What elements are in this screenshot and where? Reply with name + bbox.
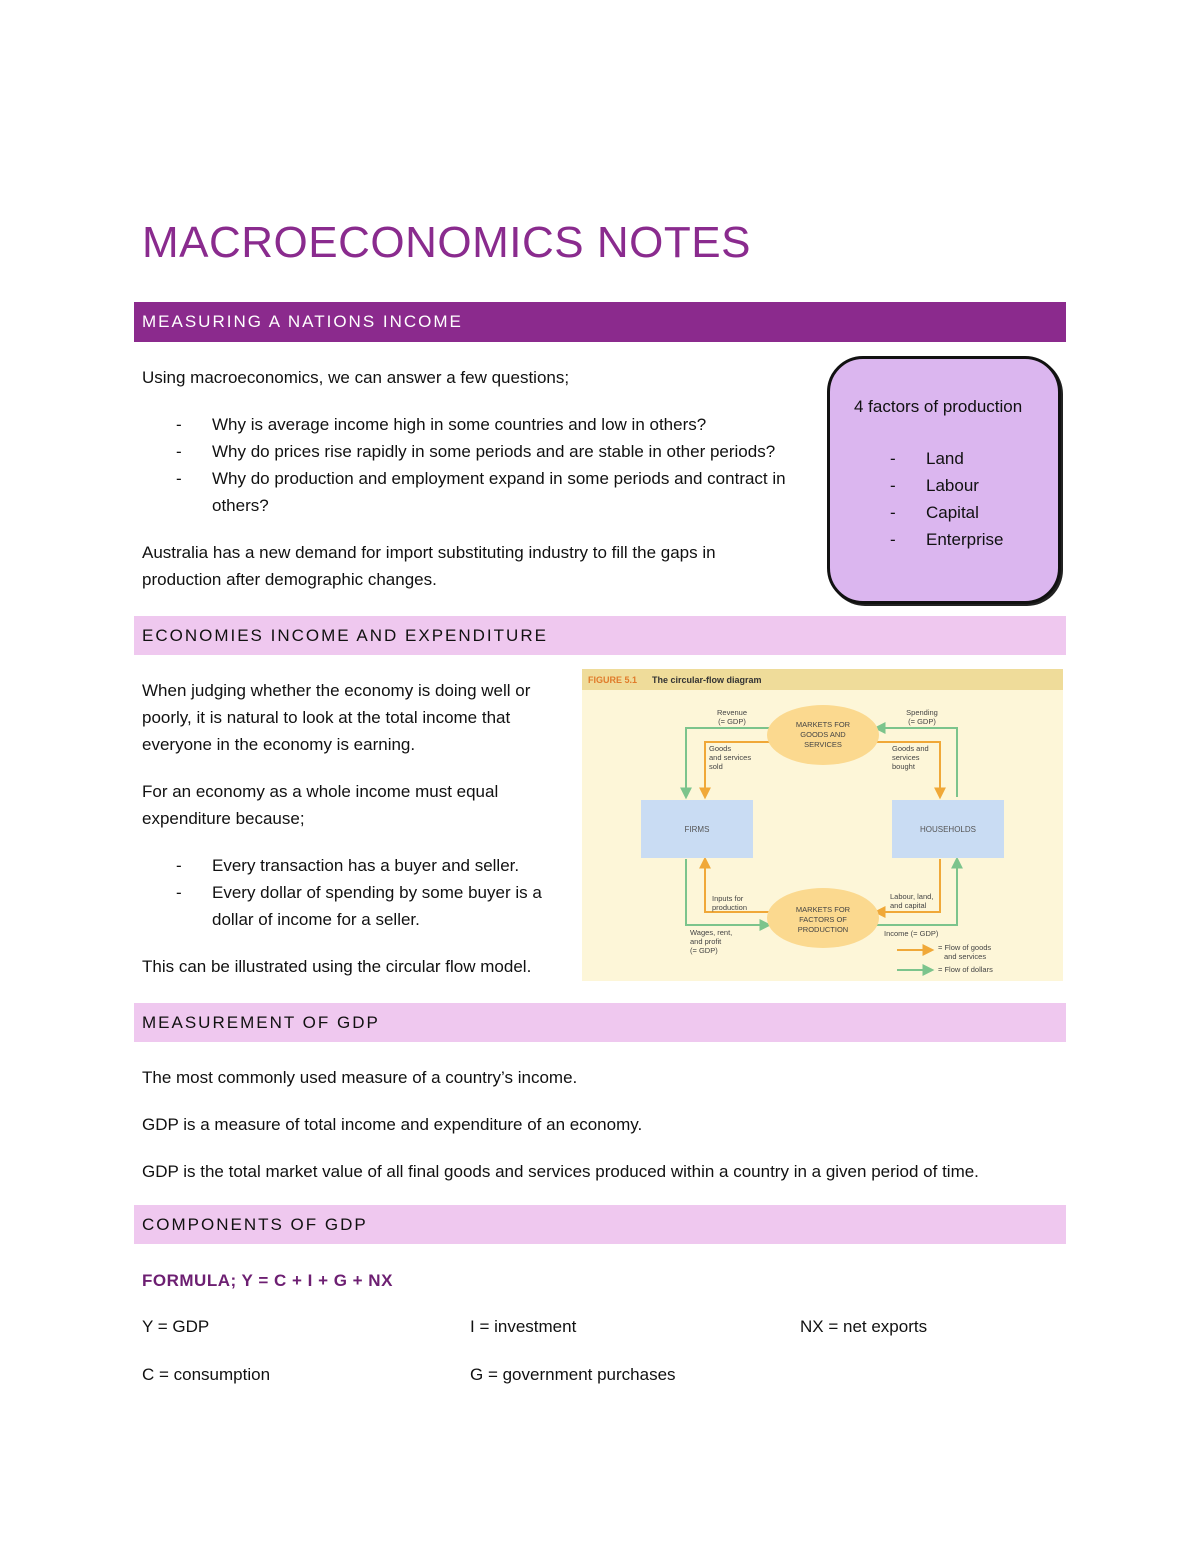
component-c: C = consumption	[142, 1365, 271, 1384]
section3-paragraph-2: GDP is a measure of total income and expenditure of an economy.	[142, 1115, 643, 1134]
inputs-label: production	[712, 903, 748, 912]
section-heading-measurement-gdp: MEASUREMENT OF GDP	[134, 1003, 1066, 1042]
section1-body	[142, 364, 812, 593]
section-heading-components-gdp: COMPONENTS OF GDP	[134, 1205, 1066, 1244]
households-label: HOUSEHOLDS	[919, 825, 977, 834]
income-label: Income (= GDP)	[884, 929, 939, 938]
section3-paragraph-1: The most commonly used measure of a country’s income.	[142, 1068, 578, 1087]
list-item: - Why is average income high in some countries and low in others?	[142, 411, 812, 438]
wages-label: Wages, rent,	[690, 928, 733, 937]
markets-goods-label: GOODS AND	[800, 730, 846, 739]
labour-land-label: Labour, land,	[890, 892, 934, 901]
section-heading-income-expenditure: ECONOMIES INCOME AND EXPENDITURE	[134, 616, 1066, 655]
component-nx: NX = net exports	[800, 1317, 928, 1336]
wages-label: (= GDP)	[690, 946, 718, 955]
page-title: MACROECONOMICS NOTES	[142, 218, 751, 267]
section1-question-list	[142, 411, 812, 519]
gdp-formula: FORMULA; Y = C + I + G + NX	[142, 1271, 393, 1290]
component-y: Y = GDP	[142, 1317, 210, 1336]
list-item: - Every dollar of spending by some buyer is a dollar of income for a seller.	[142, 879, 572, 933]
factors-of-production-callout	[827, 356, 1061, 604]
markets-factors-label: FACTORS OF	[799, 915, 847, 924]
wages-arrow	[686, 859, 769, 925]
legend-goods-label: and services	[944, 952, 987, 961]
revenue-arrow	[686, 728, 769, 797]
spending-label: (= GDP)	[908, 717, 936, 726]
list-item: - Why do prices rise rapidly in some periods and are stable in other periods?	[142, 438, 812, 465]
legend-dollars-label: = Flow of dollars	[938, 965, 993, 974]
markets-goods-label: MARKETS FOR	[795, 720, 851, 729]
section2-paragraph-2: For an economy as a whole income must equal expenditure because;	[142, 782, 499, 828]
goods-sold-label: and services	[709, 753, 752, 762]
legend-goods-label: = Flow of goods	[938, 943, 992, 952]
component-g: G = government purchases	[470, 1365, 676, 1384]
goods-bought-label: services	[892, 753, 920, 762]
figure-caption: The circular-flow diagram	[652, 675, 762, 685]
goods-sold-label: Goods	[709, 744, 732, 753]
figure-label: FIGURE 5.1	[588, 675, 638, 685]
goods-bought-label: bought	[892, 762, 915, 771]
section-heading-measuring-income: MEASURING A NATIONS INCOME	[134, 302, 1066, 342]
markets-goods-label: SERVICES	[804, 740, 842, 749]
section1-paragraph: Australia has a new demand for import substituting industry to fill the gaps in production after demographic changes.	[142, 543, 716, 589]
section2-paragraph-1: When judging whether the economy is doing well or poorly, it is natural to look at the total income that everyone in the economy is earning.	[142, 681, 531, 754]
callout-title: 4 factors of production	[854, 397, 1023, 416]
goods-sold-label: sold	[709, 762, 723, 771]
markets-factors-label: MARKETS FOR	[795, 905, 851, 914]
section2-paragraph-3: This can be illustrated using the circular flow model.	[142, 957, 532, 976]
labour-land-label: and capital	[890, 901, 927, 910]
list-item: - Enterprise	[854, 526, 1003, 553]
list-item: - Every transaction has a buyer and seller.	[142, 852, 572, 879]
goods-bought-label: Goods and	[892, 744, 929, 753]
section3-paragraph-3: GDP is the total market value of all final goods and services produced within a country in a given period of time.	[142, 1162, 979, 1181]
section2-reason-list	[142, 852, 572, 933]
spending-label: Spending	[906, 708, 938, 717]
circular-flow-figure	[582, 669, 1063, 981]
wages-label: and profit	[690, 937, 722, 946]
list-item: - Why do production and employment expand in some periods and contract in others?	[142, 465, 812, 519]
list-item: - Capital	[854, 499, 1003, 526]
section2-body	[142, 677, 572, 980]
section1-intro: Using macroeconomics, we can answer a few questions;	[142, 368, 570, 387]
component-i: I = investment	[470, 1317, 577, 1336]
list-item: - Land	[854, 445, 1003, 472]
markets-factors-label: PRODUCTION	[797, 925, 849, 934]
revenue-label: Revenue	[716, 708, 748, 717]
inputs-label: Inputs for	[712, 894, 744, 903]
spending-arrow	[876, 728, 957, 797]
factors-list	[854, 445, 1003, 553]
section3-body	[142, 1064, 1062, 1185]
firms-label: FIRMS	[684, 825, 710, 834]
revenue-label: (= GDP)	[718, 717, 746, 726]
list-item: - Labour	[854, 472, 1003, 499]
